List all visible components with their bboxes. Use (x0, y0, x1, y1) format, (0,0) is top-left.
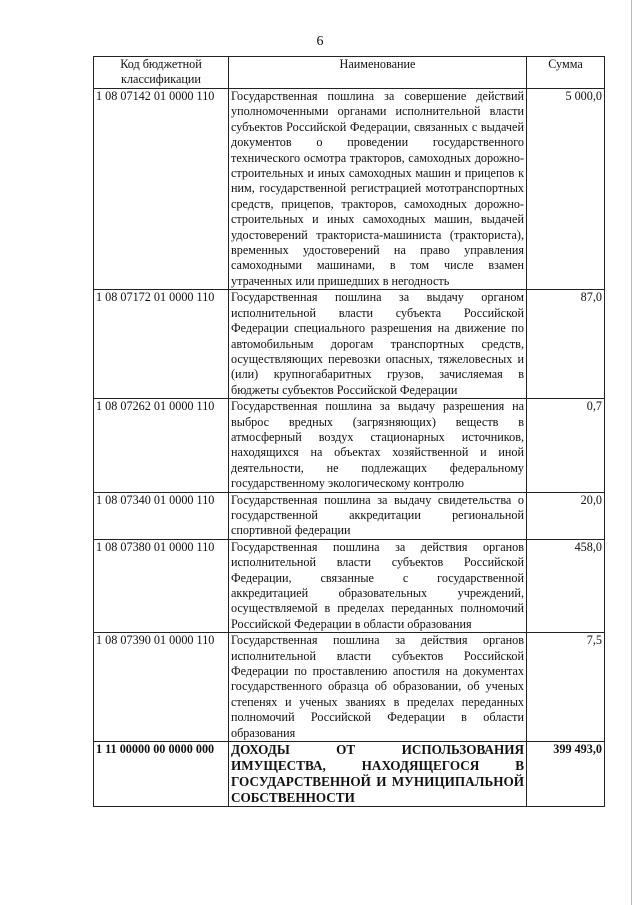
row-code: 1 11 00000 00 0000 000 (94, 742, 229, 807)
row-sum: 20,0 (527, 492, 605, 539)
row-code: 1 08 07380 01 0000 110 (94, 539, 229, 632)
row-sum: 5 000,0 (527, 89, 605, 290)
row-name: Государственная пошлина за выдачу органом исполнительной власти субъекта Российской Федерации специального разрешения на движение по автомобильным дорогам транспортных средств, осуществляющих перевозки опасных, тяжеловесных и (или) крупногабаритных грузов, зачисляемая в бюджеты субъектов Российской Федерации (229, 290, 527, 399)
budget-revenue-table (93, 56, 605, 807)
header-code: Код бюджетной классификации (94, 57, 229, 89)
page-number: 6 (316, 34, 324, 49)
row-code: 1 08 07340 01 0000 110 (94, 492, 229, 539)
table-header-row (94, 57, 605, 89)
table-row (94, 89, 605, 290)
row-sum: 87,0 (527, 290, 605, 399)
row-name: Государственная пошлина за выдачу разрешения на выброс вредных (загрязняющих) веществ в атмосферный воздух стационарных источников, находящихся на объектах хозяйственной и иной деятельности, не подлежащих федеральному государственному экологическому контролю (229, 399, 527, 492)
row-code: 1 08 07142 01 0000 110 (94, 89, 229, 290)
row-name: Государственная пошлина за действия органов исполнительной власти субъектов Российской Федерации, связанные с государственной аккредитацией образовательных учреждений, осуществляемой в пределах переданных полномочий Российской Федерации в области образования (229, 539, 527, 632)
table-row (94, 290, 605, 399)
table-row-section-total (94, 742, 605, 807)
row-sum: 458,0 (527, 539, 605, 632)
row-name: Государственная пошлина за выдачу свидетельства о государственной аккредитации региональной спортивной федерации (229, 492, 527, 539)
row-sum: 0,7 (527, 399, 605, 492)
row-sum: 7,5 (527, 633, 605, 742)
table-row (94, 633, 605, 742)
table-row (94, 399, 605, 492)
header-sum: Сумма (527, 57, 605, 89)
scan-edge-line (631, 0, 632, 905)
row-name: Государственная пошлина за действия органов исполнительной власти субъектов Российской Федерации по проставлению апостиля на документах государственного образца об образовании, об ученых степенях и ученых званиях в пределах переданных полномочий Российской Федерации в области образования (229, 633, 527, 742)
table-row (94, 492, 605, 539)
table-row (94, 539, 605, 632)
row-code: 1 08 07390 01 0000 110 (94, 633, 229, 742)
row-sum: 399 493,0 (527, 742, 605, 807)
row-name: Государственная пошлина за совершение действий уполномоченными органами исполнительной власти субъектов Российской Федерации, связанных с выдачей документов о проведении государственного технического осмотра тракторов, самоходных дорожно-строительных и иных самоходных машин и прицепов к ним, государственной регистрацией мототранспортных средств, прицепов, тракторов, самоходных дорожно-строительных и иных самоходных машин, выдачей удостоверений тракториста-машиниста (тракториста), временных удостоверений на право управления самоходными машинами, в том числе взамен утраченных или пришедших в негодность (229, 89, 527, 290)
row-code: 1 08 07172 01 0000 110 (94, 290, 229, 399)
row-name: ДОХОДЫ ОТ ИСПОЛЬЗОВАНИЯ ИМУЩЕСТВА, НАХОДЯЩЕГОСЯ В ГОСУДАРСТВЕННОЙ И МУНИЦИПАЛЬНОЙ СОБСТВЕННОСТИ (229, 742, 527, 807)
row-code: 1 08 07262 01 0000 110 (94, 399, 229, 492)
header-name: Наименование (229, 57, 527, 89)
